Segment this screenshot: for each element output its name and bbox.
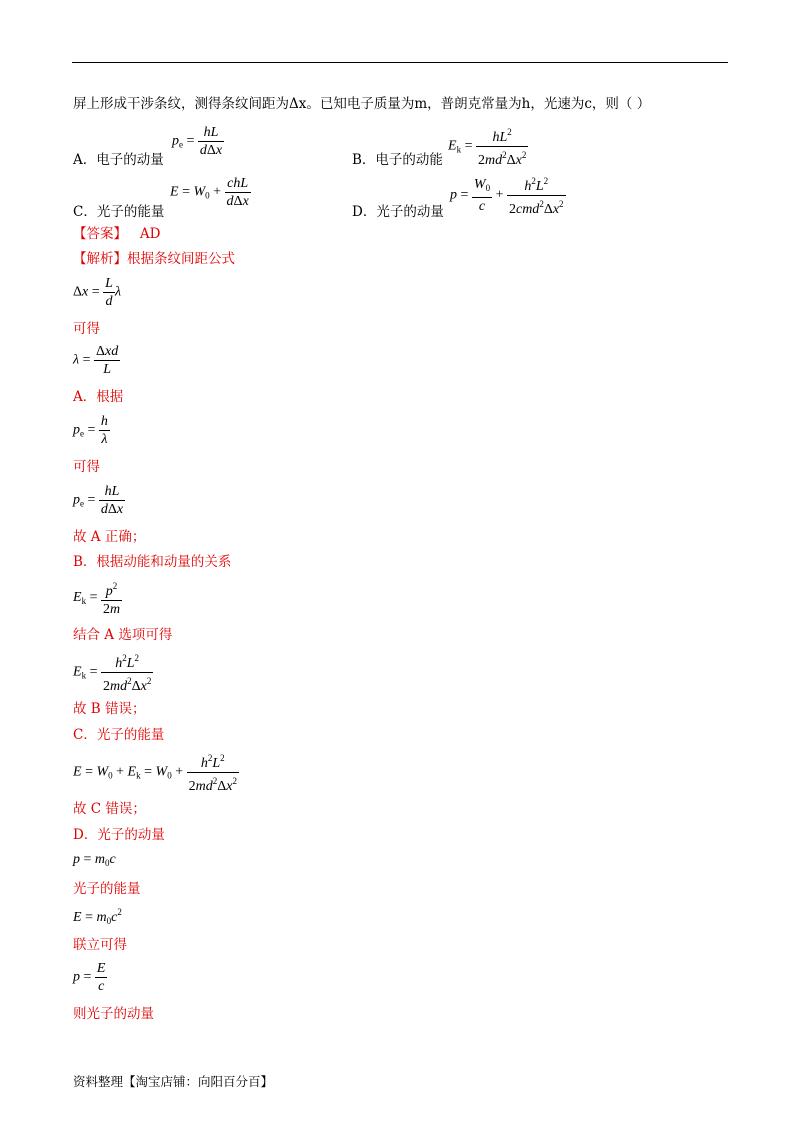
analysis-a-head: A．根据 [73, 389, 124, 405]
question-stem: 屏上形成干涉条纹，测得条纹间距为Δx。已知电子质量为m，普朗克常量为h，光速为c，则（ ） [73, 96, 651, 112]
formula-photon-momentum: $p = m_0c$ [73, 852, 116, 868]
formula-pe-result: $p_e$ = $\frac{hL}{\text{dΔx}}$ [73, 484, 124, 517]
answer-label: 【答案】 [73, 226, 127, 242]
option-c-formula: $E = W_0$ + $\frac{\text{chL}}{\text{dΔx}}$ [170, 176, 249, 209]
formula-mass-energy: $E = m_0c^2$ [73, 907, 122, 926]
option-a[interactable]: A．电子的动量 [73, 152, 164, 168]
analysis-label: 【解析】 [73, 251, 127, 267]
formula-de-broglie: $p_e$ = $\frac{h}{\lambda}$ [73, 414, 108, 447]
analysis-keyi-2: 可得 [73, 459, 100, 475]
formula-ek-result: $E_k$ = $\frac{h^2L^2}{2md^2\Delta x^2}$ [73, 650, 153, 695]
option-c[interactable]: C．光子的能量 [73, 204, 165, 220]
formula-kinetic-momentum: $E_k$ = $\frac{p^2}{2m}$ [73, 578, 122, 618]
analysis-d-head: D．光子的动量 [73, 827, 165, 843]
analysis-c-head: C．光子的能量 [73, 727, 165, 743]
analysis-d-mid-2: 联立可得 [73, 937, 127, 953]
analysis-d-mid-1: 光子的能量 [73, 881, 141, 897]
analysis-b-mid: 结合 A 选项可得 [73, 627, 173, 643]
analysis-intro-line [73, 250, 235, 268]
analysis-keyi-1: 可得 [73, 321, 100, 337]
analysis-d-tail: 则光子的动量 [73, 1006, 154, 1022]
answer-line [73, 225, 160, 243]
option-b[interactable]: B．电子的动能 [352, 152, 443, 168]
page-footer: 资料整理【淘宝店铺：向阳百分百】 [73, 1074, 274, 1089]
analysis-intro: 根据条纹间距公式 [127, 251, 235, 267]
formula-fringe-spacing: Δx = $\frac{L}{d}$ λ [73, 276, 122, 309]
formula-p-e-over-c: p = $\frac{E}{c}$ [73, 961, 106, 994]
analysis-b-head: B．根据动能和动量的关系 [73, 554, 232, 570]
analysis-b-conclusion: 故 B 错误； [73, 701, 146, 717]
formula-photon-energy: $E = W_0 + E_k = W_0$ + $\frac{h^2L^2}{2md^2\Delta x^2}$ [73, 750, 239, 795]
option-a-formula: $p_e$ = $\frac{hL}{\text{dΔx}}$ [172, 125, 223, 158]
formula-wavelength: λ = $\frac{\text{Δxd}}{L}$ [73, 344, 119, 377]
answer-value: AD [139, 226, 161, 242]
header-rule [72, 62, 728, 63]
analysis-a-conclusion: 故 A 正确； [73, 529, 146, 545]
option-d-formula: p = $\frac{W_0}{c}$ + $\frac{h^2L^2}{2cmd^2\Delta x^2}$ [450, 173, 566, 218]
option-b-formula: $E_k$ = $\frac{hL^2}{2md^2\Delta x^2}$ [448, 124, 528, 169]
analysis-c-conclusion: 故 C 错误； [73, 801, 146, 817]
option-d[interactable]: D．光子的动量 [352, 204, 444, 220]
